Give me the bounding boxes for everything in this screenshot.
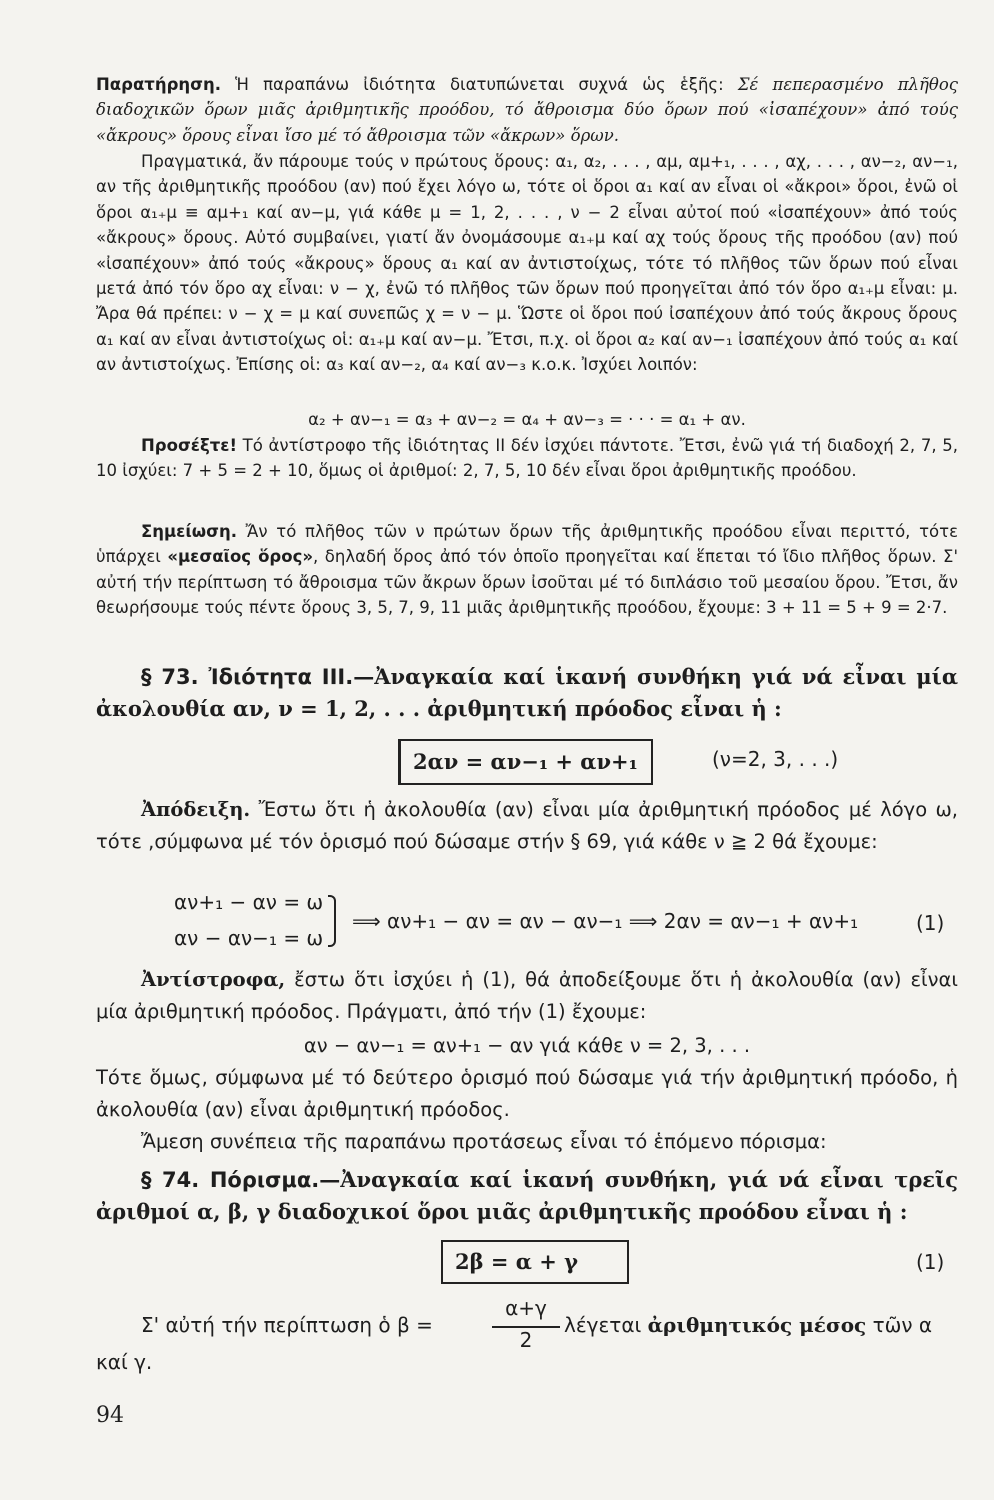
- converse-paragraph: [96, 964, 958, 1027]
- note-intro: Ἡ παραπάνω ἰδιότητα διατυπώνεται συχνά ὡς ἑξῆς:: [221, 75, 738, 94]
- proof-eq-line1: αν+₁ − αν = ω: [174, 890, 324, 914]
- section-73-heading: [96, 661, 958, 725]
- section-74-formula: 2β = α + γ: [455, 1249, 579, 1274]
- note-label: Παρατήρηση.: [96, 75, 221, 94]
- section-74-heading: [96, 1164, 958, 1228]
- page-number: 94: [96, 1403, 124, 1428]
- proof-eq-number: (1): [916, 911, 945, 935]
- remark-text-a: Ἄν τό πλῆθος τῶν ν πρώτων ὅρων τῆς ἀριθμητικῆς προόδου εἶναι περιττό, τότε ὑπάρχει: [96, 522, 958, 567]
- proof-eq-line2: αν − αν−₁ = ω: [174, 926, 324, 950]
- mean-text-a: Σ' αὐτή τήν περίπτωση ὁ β =: [141, 1313, 433, 1337]
- mean-numerator: α+γ: [505, 1296, 547, 1320]
- section-74-number: § 74.: [141, 1168, 200, 1192]
- section-73-formula: 2αν = αν−₁ + αν+₁: [413, 749, 638, 774]
- converse-text: ἔστω ὅτι ἰσχύει ἡ (1), θά ἀποδείξουμε ὅτι ἡ ἀκολουθία (αν) εἶναι μία ἀριθμητική πρόοδος. Πράγματι, ἀπό τήν (1) ἔχουμε:: [96, 968, 958, 1023]
- section-74-rest: —Ἀναγκαία καί ἱκανή συνθήκη, γιά νά εἶναι τρεῖς ἀριθμοί α, β, γ διαδοχικοί ὅροι μιᾶς ἀριθμητικῆς προόδου εἶναι ἡ :: [96, 1167, 959, 1224]
- converse-equation: αν − αν−₁ = αν+₁ − αν γιά κάθε ν = 2, 3, . . .: [303, 1034, 751, 1057]
- remark-label: Σημείωση.: [141, 522, 237, 541]
- section-74-formula-box: [441, 1240, 629, 1284]
- section-74-eq-number: (1): [916, 1250, 945, 1274]
- mean-term: ἀριθμητικός μέσος: [647, 1313, 867, 1337]
- section-74-title: Πόρισμα.: [199, 1168, 320, 1192]
- section-73-title: Ἰδιότητα ΙΙΙ.: [198, 665, 354, 689]
- remark-term: «μεσαῖος ὅρος»: [167, 547, 314, 567]
- converse-text-2: Τότε ὅμως, σύμφωνα μέ τό δεύτερο ὁρισμό πού δώσαμε γιά τήν ἀριθμητική πρόοδο, ἡ ἀκολουθία (αν) εἶναι ἀριθμητική πρόοδος.: [96, 1066, 958, 1121]
- section-73-rest: —Ἀναγκαία καί ἱκανή συνθήκη γιά νά εἶναι μία ἀκολουθία αν, ν = 1, 2, . . . ἀριθμητική πρόοδος εἶναι ἡ :: [96, 664, 958, 721]
- mean-text-c: τῶν α: [866, 1313, 933, 1337]
- section-73-formula-box: [398, 739, 653, 785]
- mean-denominator: 2: [519, 1328, 533, 1352]
- caution-text: Τό ἀντίστροφο τῆς ἰδιότητας ΙΙ δέν ἰσχύει πάντοτε. Ἔτσι, ἐνῶ γιά τή διαδοχή 2, 7, 5, 10 ἰσχύει: 7 + 5 = 2 + 10, ὅμως οἱ ἀριθμοί: 2, 7, 5, 10 δέν εἶναι ὅροι ἀριθμητικῆς προόδου.: [96, 436, 958, 481]
- section-73-number: § 73.: [141, 665, 199, 689]
- proof-text: Ἔστω ὅτι ἡ ἀκολουθία (αν) εἶναι μία ἀριθμητική πρόοδος μέ λόγο ω, τότε ,σύμφωνα μέ τόν ὁρισμό πού δώσαμε στήν § 69, γιά κάθε ν ≧ 2 θά ἔχουμε:: [96, 798, 958, 853]
- mean-text-b: λέγεται: [564, 1313, 648, 1337]
- brace-icon: [328, 895, 336, 947]
- section-73-condition: (ν=2, 3, . . .): [712, 747, 839, 771]
- equation-sums: α₂ + αν−₁ = α₃ + αν−₂ = α₄ + αν−₃ = · · · = α₁ + αν.: [308, 410, 746, 429]
- remark-text-b: , δηλαδή ὅρος ἀπό τόν ὁποῖο προηγεῖται καί ἕπεται τό ἴδιο πλῆθος ὅρων. Σ' αὐτή τήν περίπτωση τό ἄθροισμα τῶν ἄκρων ὅρων ἰσοῦται μέ τό διπλάσιο τοῦ μεσαίου ὅρου. Ἔτσι, ἄν θεωρήσουμε τούς πέντε ὅρους 3, 5, 7, 9, 11 μιᾶς ἀριθμητικῆς προόδου, ἔχουμε: 3 + 11 = 5 + 9 = 2·7.: [96, 547, 959, 618]
- note-paragraph: [96, 72, 958, 148]
- caution-label: Προσέξτε!: [141, 436, 237, 455]
- mean-text-line: [564, 1313, 932, 1337]
- remark-paragraph: [96, 519, 958, 621]
- note-statement: Σέ πεπερασμένο πλῆθος διαδοχικῶν ὅρων μιᾶς ἀριθμητικῆς προόδου, τό ἄθροισμα δύο ὅρων πού «ἰσαπέχουν» ἀπό τούς «ἄκρους» ὅρους εἶναι ἴσο μέ τό ἄθροισμα τῶν «ἄκρων» ὅρων.: [96, 75, 958, 145]
- caution-paragraph: [96, 433, 958, 484]
- converse-text-3: Ἄμεση συνέπεια τῆς παραπάνω προτάσεως εἶναι τό ἑπόμενο πόρισμα:: [141, 1130, 827, 1153]
- mean-text-d: καί γ.: [96, 1350, 153, 1374]
- proof-label: Ἀπόδειξη.: [141, 798, 251, 821]
- proof-paragraph: [96, 794, 958, 857]
- proof-note-paragraph: Πραγματικά, ἄν πάρουμε τούς ν πρώτους ὅρους: α₁, α₂, . . . , αμ, αμ+₁, . . . , αχ, . . . , αν−₂, αν−₁, αν τῆς ἀριθμητικῆς προόδου (αν) πού ἔχει λόγο ω, τότε οἱ ὅροι α₁ καί αν εἶναι οἱ «ἄκροι» ὅροι, ἐνῶ οἱ ὅροι α₁₊μ ≡ αμ+₁ καί αν−μ, γιά κάθε μ = 1, 2, . . . , ν − 2 εἶναι αὐτοί πού «ἰσαπέχουν» ἀπό τούς «ἄκρους» ὅρους. Αὐτό συμβαίνει, γιατί ἄν ὀνομάσουμε α₁₊μ καί αχ τούς ὅρους τῆς προόδου (αν) πού «ἰσαπέχουν» ἀπό τούς «ἄκρους» ὅρους α₁ καί αν ἀντιστοίχως, τότε τό πλῆθος τῶν ὅρων πού εἶναι μετά ἀπό τόν ὅρο αχ εἶναι: ν − χ, ἐνῶ τό πλῆθος τῶν ὅρων πού προηγεῖται ἀπό τόν ὅρο α₁₊μ εἶναι: μ. Ἄρα θά πρέπει: ν − χ = μ καί συνεπῶς χ = ν − μ. Ὥστε οἱ ὅροι πού ἰσαπέχουν ἀπό τούς ἄκρους ὅρους α₁ καί αν εἶναι ἀντιστοίχως οἱ: α₁₊μ καί αν−μ. Ἔτσι, π.χ. οἱ ὅροι α₂ καί αν−₁ ἰσαπέχουν ἀπό τούς α₁ καί αν ἀντιστοίχως. Ἐπίσης οἱ: α₃ καί αν−₂, α₄ καί αν−₃ κ.ο.κ. Ἰσχύει λοιπόν:: [96, 152, 958, 375]
- proof-eq-result: ⟹ αν+₁ − αν = αν − αν−₁ ⟹ 2αν = αν−₁ + αν+₁: [352, 909, 859, 933]
- converse-label: Ἀντίστροφα,: [141, 968, 286, 991]
